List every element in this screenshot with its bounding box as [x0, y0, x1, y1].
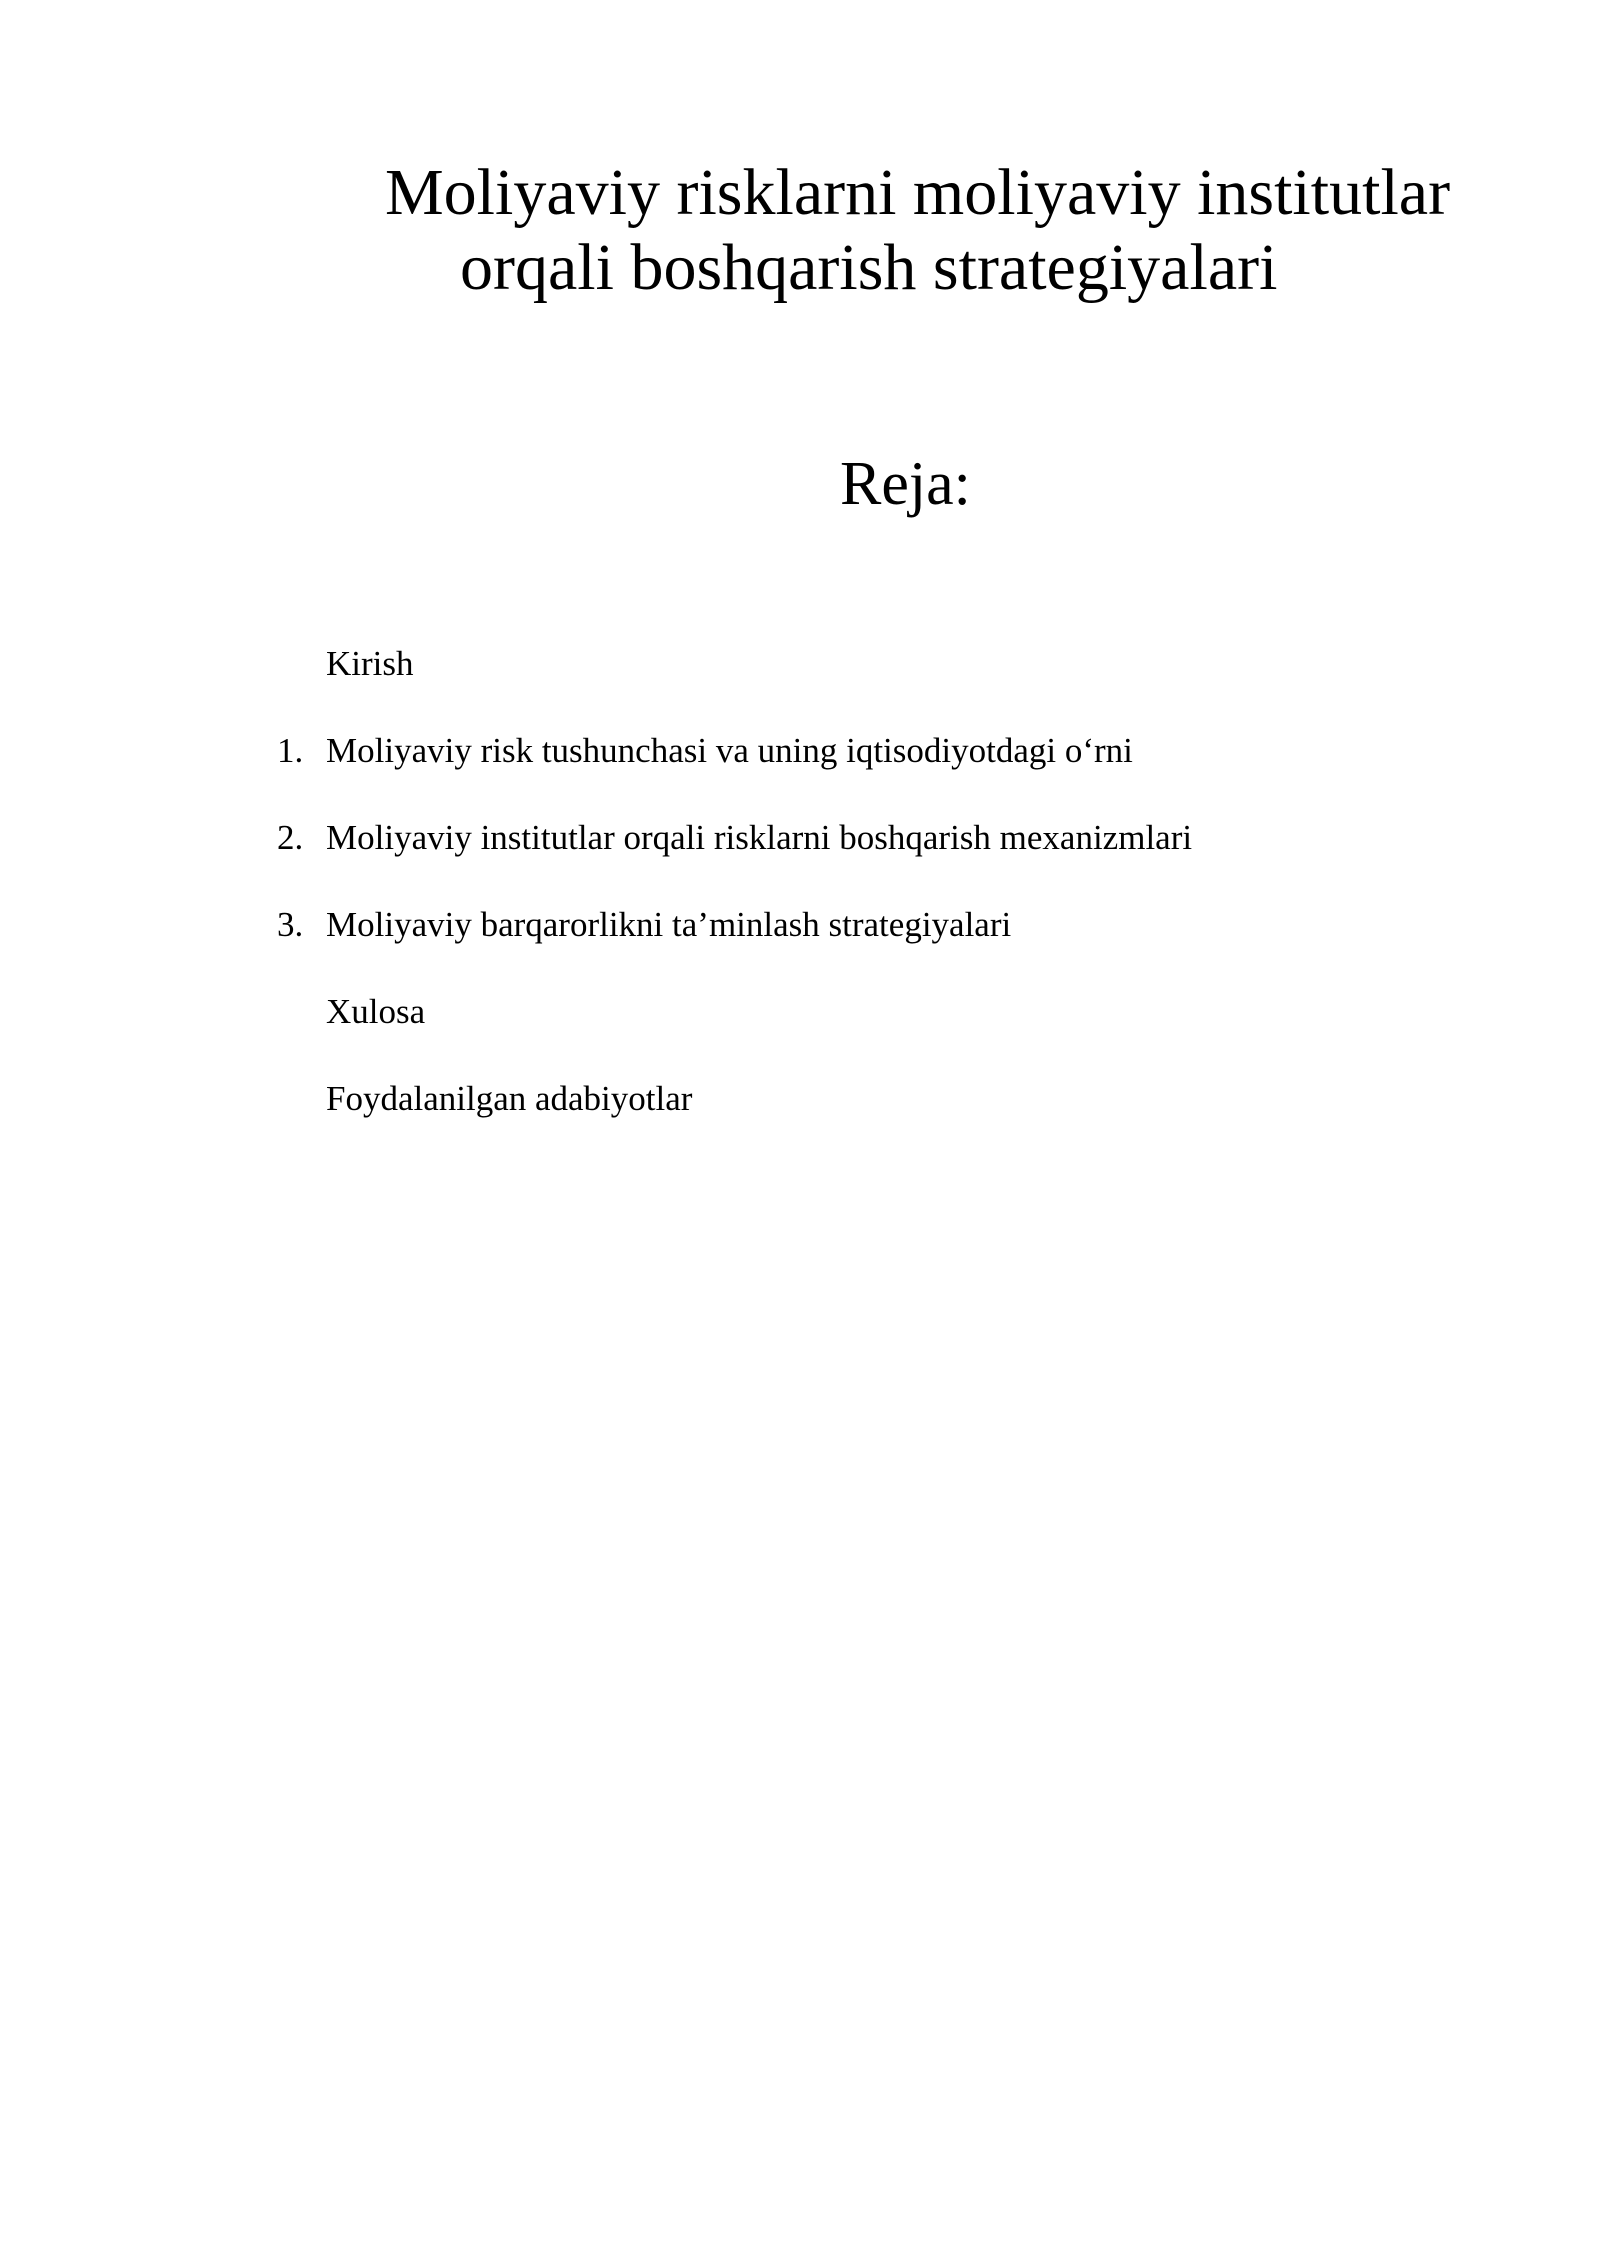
toc-item-text: Moliyaviy barqarorlikni ta’minlash strategiyalari — [326, 905, 1012, 944]
document-title-line-1: Moliyaviy risklarni moliyaviy institutlar — [385, 156, 1451, 229]
toc-item-text: Xulosa — [326, 992, 426, 1031]
toc-item-number: 2. — [277, 818, 304, 857]
toc-item-text: Moliyaviy risk tushunchasi va uning iqtisodiyotdagi o‘rni — [326, 731, 1133, 770]
document-title-line-2: orqali boshqarish strategiyalari — [460, 231, 1278, 304]
toc-item-text: Foydalanilgan adabiyotlar — [326, 1079, 693, 1118]
toc-item-number: 1. — [277, 731, 304, 770]
toc-item-text: Kirish — [326, 644, 414, 683]
toc-item-text: Moliyaviy institutlar orqali risklarni boshqarish mexanizmlari — [326, 818, 1193, 857]
toc-item-number: 3. — [277, 905, 304, 944]
plan-heading: Reja: — [840, 450, 971, 518]
